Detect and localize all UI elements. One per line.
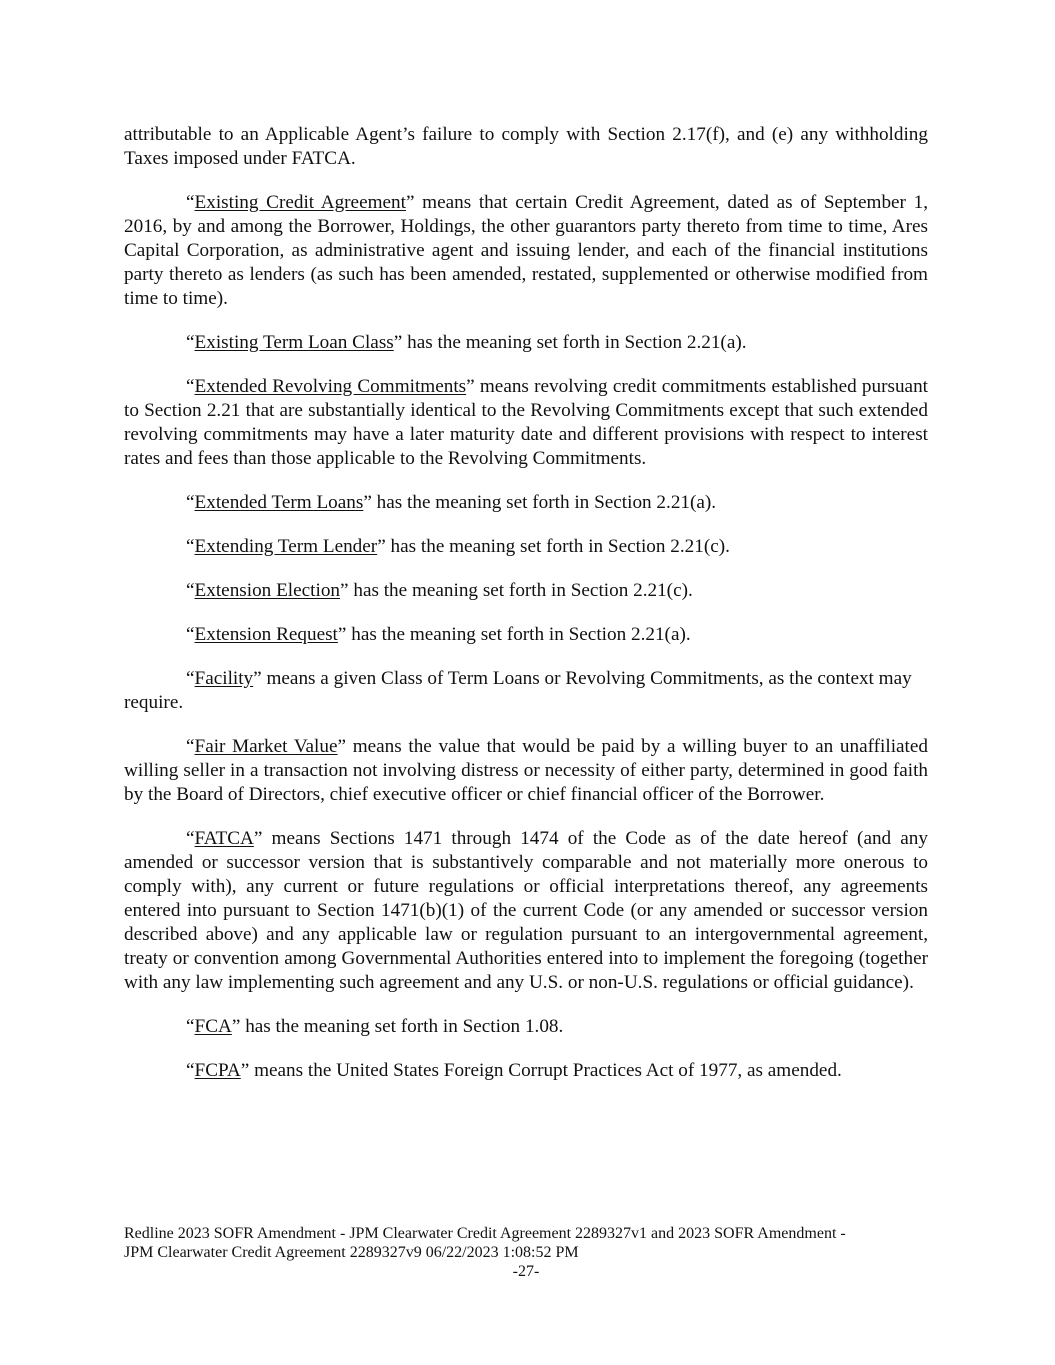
defined-term: Extension Election (194, 580, 341, 601)
definition-text: means a given Class of Term Loans or Revolving Commitments, as the context may require. (124, 668, 912, 713)
defined-term: Extension Request (194, 624, 338, 645)
definition-text: means that certain Credit Agreement, dated as of September 1, 2016, by and among the Borrower, Holdings, the other guarantors party thereto from time to time, Ares Capital Corporation, as administrative agent and issuing lender, and each of the financial institutions party thereto as lenders (as such has been amended, restated, supplemented or otherwise modified from time to time). (124, 192, 928, 309)
definition-text: means the United States Foreign Corrupt Practices Act of 1977, as amended. (249, 1060, 842, 1081)
definition-paragraph: “FCPA” means the United States Foreign Corrupt Practices Act of 1977, as amended. (186, 1060, 842, 1081)
defined-term: Fair Market Value (194, 736, 338, 757)
definition-paragraph: “Existing Credit Agreement” means that certain Credit Agreement, dated as of September 1, 2016, by and among the Borrower, Holdings, the other guarantors party thereto from time to time, Ares Capital Corporation, as administrative agent and issuing lender, and each of the financial institutions party thereto as lenders (as such has been amended, restated, supplemented or otherwise modified from time to time). (124, 192, 928, 309)
definition-paragraph: “Extended Term Loans” has the meaning set forth in Section 2.21(a). (186, 492, 717, 513)
definition-text: has the meaning set forth in Section 2.21(a). (402, 332, 747, 353)
page-footer (124, 1224, 928, 1281)
document-body (124, 123, 928, 1103)
defined-term: Existing Credit Agreement (194, 192, 406, 213)
definition-text: has the meaning set forth in Section 2.21(c). (348, 580, 693, 601)
definition-text: means the value that would be paid by a willing buyer to an unaffiliated willing seller in a transaction not involving distress or necessity of either party, determined in good faith by the Board of Directors, chief executive officer or chief financial officer of the Borrower. (124, 736, 928, 805)
defined-term: FATCA (194, 828, 254, 849)
definition-text: has the meaning set forth in Section 2.21(c). (385, 536, 730, 557)
definition-text: means Sections 1471 through 1474 of the Code as of the date hereof (and any amended or successor version that is substantively comparable and not materially more onerous to comply with), any current or future regulations or official interpretations thereof, any agreements entered into pursuant to Section 1471(b)(1) of the current Code (or any amended or successor version described above) and any applicable law or regulation pursuant to an intergovernmental agreement, treaty or convention among Governmental Authorities entered into to implement the foregoing (together with any law implementing such agreement and any U.S. or non-U.S. regulations or official guidance). (124, 828, 928, 993)
defined-term: Existing Term Loan Class (194, 332, 394, 353)
defined-term: FCA (194, 1016, 232, 1037)
definition-text: has the meaning set forth in Section 2.21(a). (371, 492, 717, 513)
definition-paragraph: “FCA” has the meaning set forth in Section 1.08. (186, 1016, 564, 1037)
definition-text: has the meaning set forth in Section 2.21(a). (346, 624, 691, 645)
continuation-paragraph: attributable to an Applicable Agent’s failure to comply with Section 2.17(f), and (e) any withholding Taxes imposed under FATCA. (124, 124, 928, 169)
definition-text: has the meaning set forth in Section 1.08. (240, 1016, 564, 1037)
defined-term: Facility (194, 668, 254, 689)
definition-paragraph: “FATCA” means Sections 1471 through 1474 of the Code as of the date hereof (and any amended or successor version that is substantively comparable and not materially more onerous to comply with), any current or future regulations or official interpretations thereof, any agreements entered into pursuant to Section 1471(b)(1) of the current Code (or any amended or successor version described above) and any applicable law or regulation pursuant to an intergovernmental agreement, treaty or convention among Governmental Authorities entered into to implement the foregoing (together with any law implementing such agreement and any U.S. or non-U.S. regulations or official guidance). (124, 828, 928, 993)
definition-text: means revolving credit commitments established pursuant to Section 2.21 that are substantially identical to the Revolving Commitments except that such extended revolving commitments may have a later maturity date and different provisions with respect to interest rates and fees than those applicable to the Revolving Commitments. (124, 376, 929, 469)
defined-term: Extending Term Lender (194, 536, 378, 557)
defined-term: FCPA (194, 1060, 241, 1081)
page-number: -27- (512, 1263, 540, 1280)
definition-paragraph: “Existing Term Loan Class” has the meaning set forth in Section 2.21(a). (186, 332, 747, 353)
definition-paragraph: “Extension Request” has the meaning set forth in Section 2.21(a). (186, 624, 691, 645)
definition-paragraph: “Facility” means a given Class of Term Loans or Revolving Commitments, as the context may require. (124, 668, 912, 713)
definition-paragraph: “Extending Term Lender” has the meaning set forth in Section 2.21(c). (186, 536, 730, 557)
footer-line-2: JPM Clearwater Credit Agreement 2289327v9 06/22/2023 1:08:52 PM (124, 1244, 579, 1261)
footer-line-1: Redline 2023 SOFR Amendment - JPM Clearwater Credit Agreement 2289327v1 and 2023 SOFR Amendment - (124, 1225, 846, 1242)
defined-term: Extended Term Loans (194, 492, 364, 513)
definition-paragraph: “Fair Market Value” means the value that would be paid by a willing buyer to an unaffiliated willing seller in a transaction not involving distress or necessity of either party, determined in good faith by the Board of Directors, chief executive officer or chief financial officer of the Borrower. (124, 736, 928, 805)
definition-paragraph: “Extended Revolving Commitments” means revolving credit commitments established pursuant to Section 2.21 that are substantially identical to the Revolving Commitments except that such extended revolving commitments may have a later maturity date and different provisions with respect to interest rates and fees than those applicable to the Revolving Commitments. (124, 376, 929, 469)
defined-term: Extended Revolving Commitments (194, 376, 467, 397)
definition-paragraph: “Extension Election” has the meaning set forth in Section 2.21(c). (186, 580, 693, 601)
